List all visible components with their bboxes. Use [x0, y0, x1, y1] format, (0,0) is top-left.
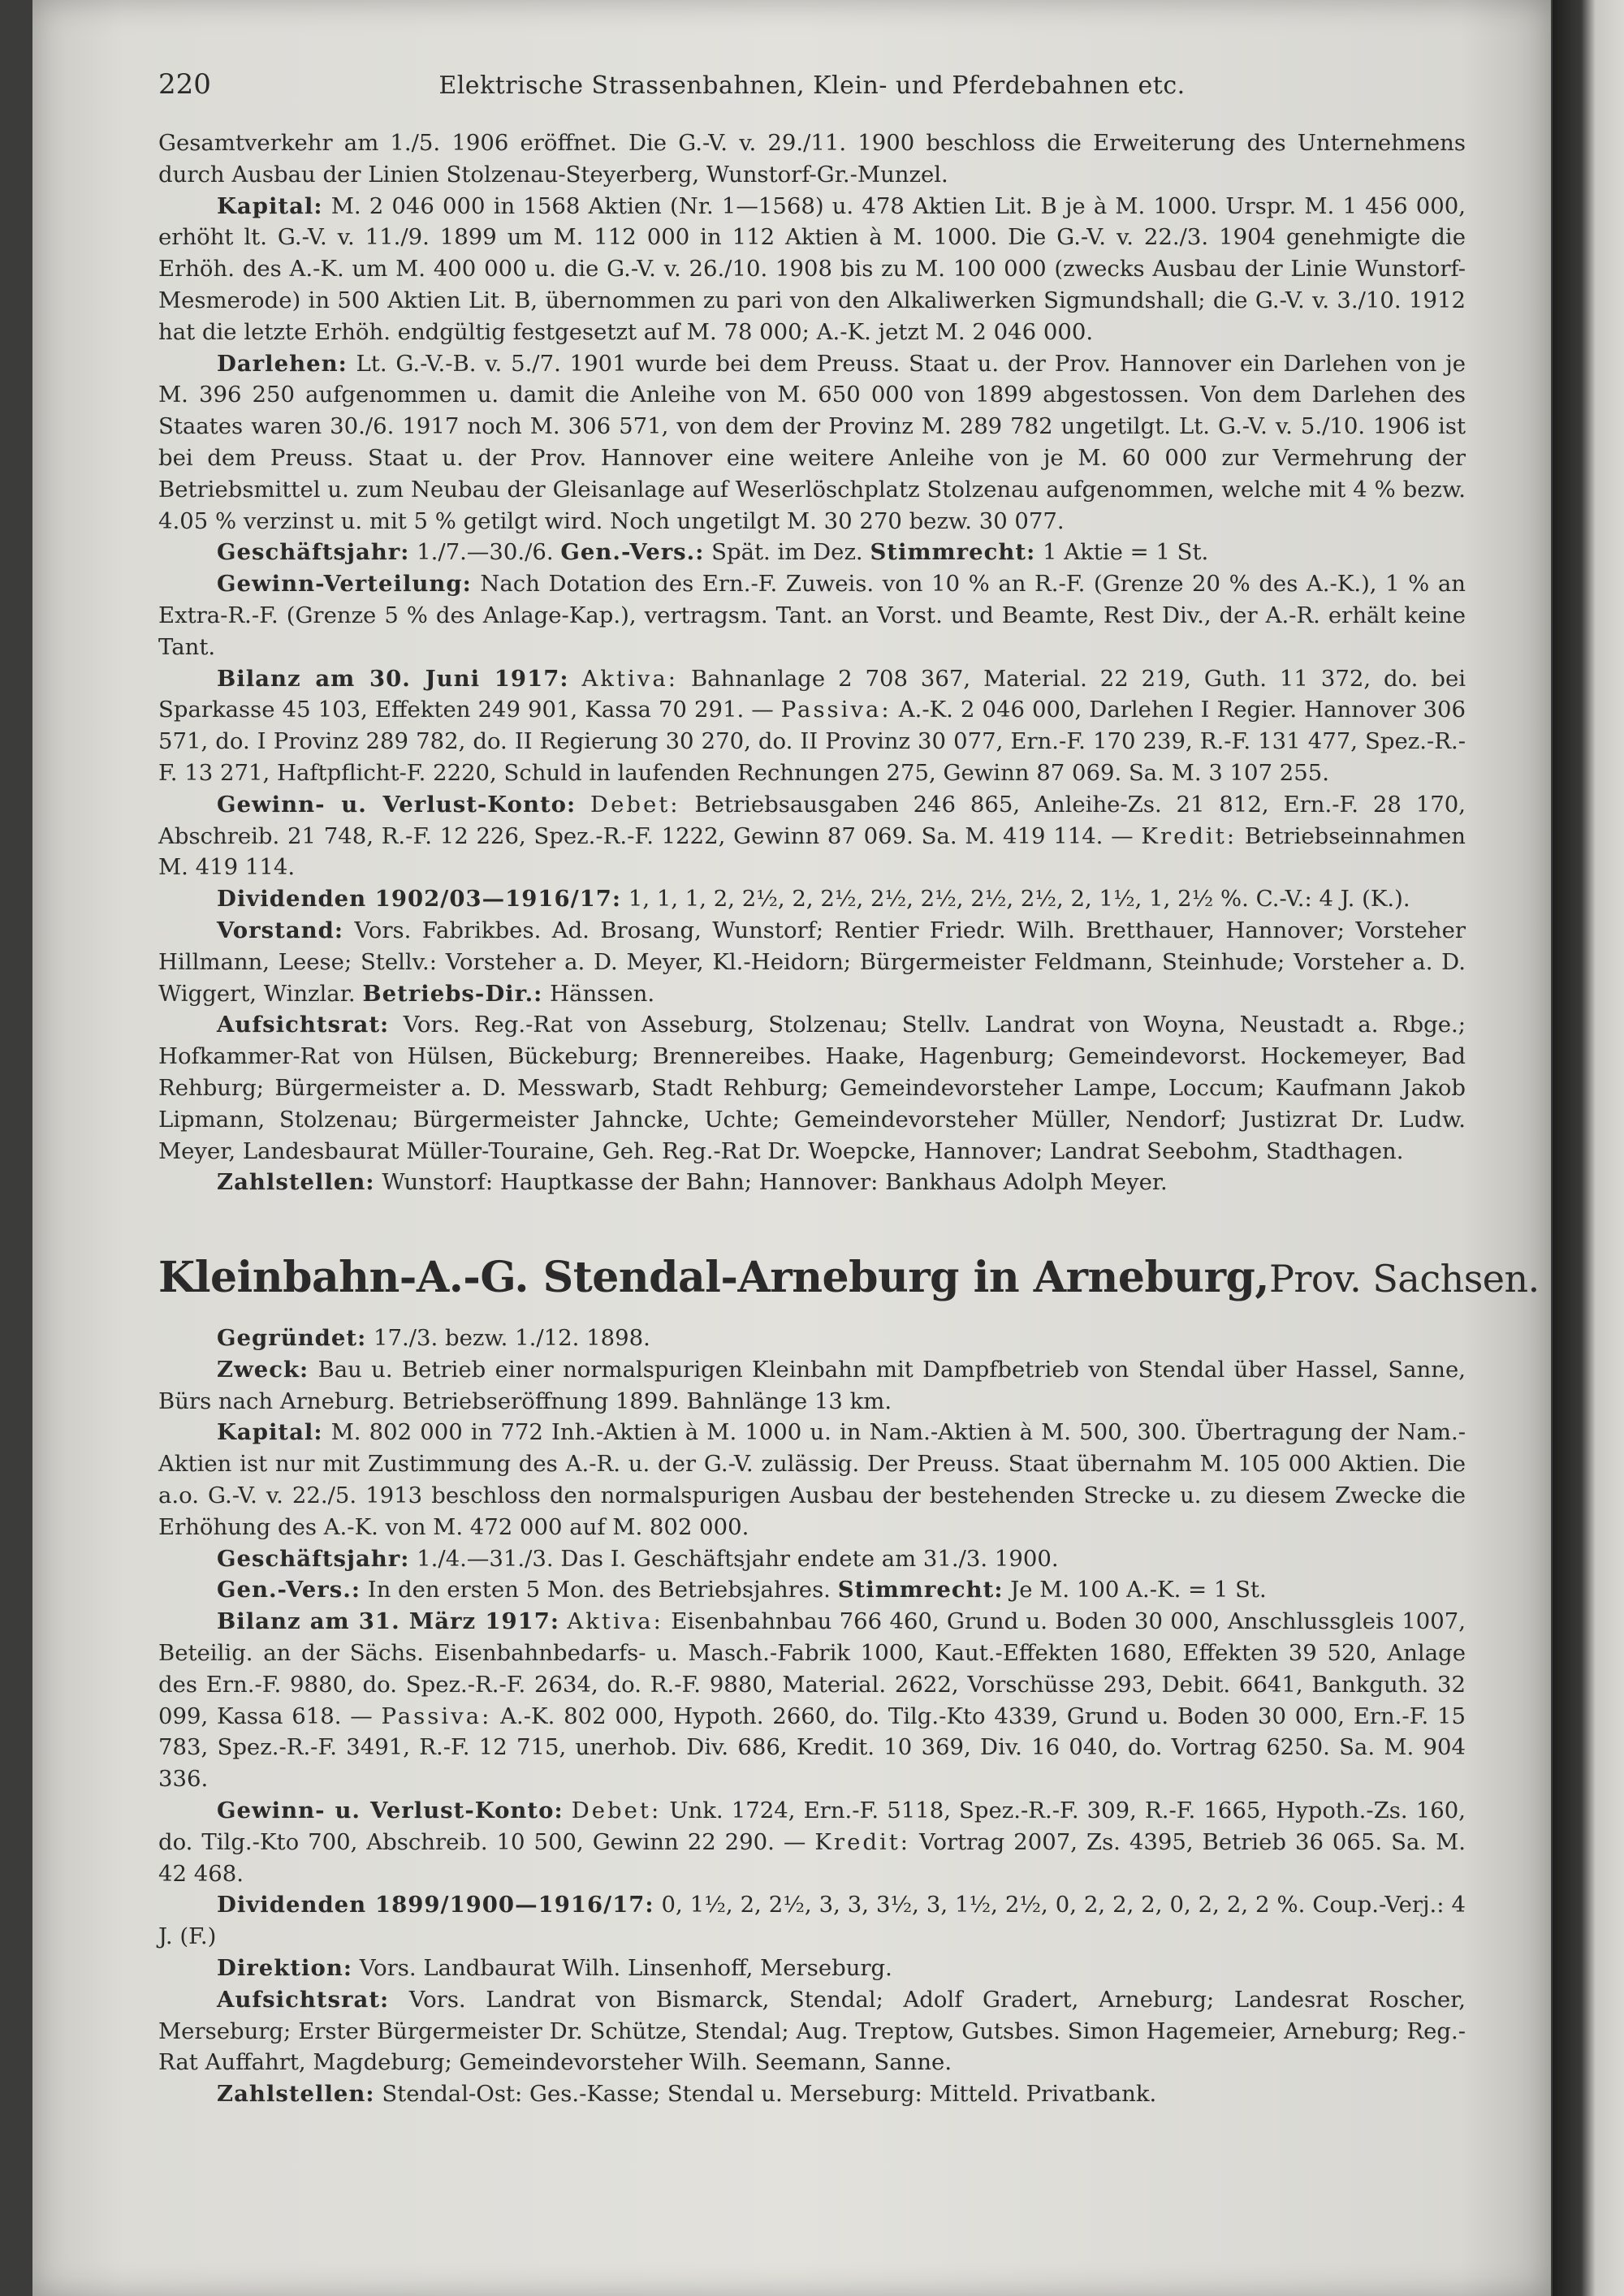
label: Gewinn-Verteilung:	[217, 571, 472, 598]
label: Kredit:	[1141, 822, 1237, 849]
entry1-bilanz	[158, 663, 1466, 789]
label: Aufsichtsrat:	[217, 1012, 390, 1038]
label: Aktiva:	[581, 665, 679, 692]
entry2-guv	[158, 1795, 1466, 1889]
label: Dividenden 1899/1900—1916/17:	[217, 1892, 654, 1918]
label: Kredit:	[814, 1828, 911, 1855]
label: Zahlstellen:	[217, 1169, 375, 1196]
text: A.-K. 2 046 000, Darlehen I Regier. Hannover 306 571, do. I Provinz 289 782, do. II Regierung 30 270, do. II Provinz 30 077, Ern.-F. 170 239, R.-F. 131 477, Spez.-R.-F. 13 271, Haftpflicht-F. 2220, Schuld in laufenden Rechnungen 275, Gewinn 87 069. Sa. M. 3 107 255.	[158, 697, 1466, 786]
text: Vortrag 2007, Zs. 4395, Betrieb 36 065. Sa. M. 42 468.	[158, 1828, 1466, 1887]
text: Unk. 1724, Ern.-F. 5118, Spez.-R.-F. 309, R.-F. 1665, Hypoth.-Zs. 160, do. Tilg.-Kto 700, Abschreib. 10 500, Gewinn 22 290. —	[158, 1798, 1466, 1855]
page-header	[158, 69, 1466, 110]
page-number: 220	[158, 68, 211, 101]
entry2-zahlstellen	[158, 2078, 1466, 2110]
text: Bahnanlage 2 708 367, Material. 22 219, Guth. 11 372, do. bei Sparkasse 45 103, Effekten 249 901, Kassa 70 291. —	[158, 665, 1466, 723]
label: Gegründet:	[217, 1325, 367, 1352]
label: Gewinn- u. Verlust-Konto:	[217, 791, 577, 818]
label: Passiva:	[780, 697, 892, 723]
text: In den ersten 5 Mon. des Betriebsjahres.	[367, 1577, 831, 1603]
entry1-intro: Gesamtverkehr am 1./5. 1906 eröffnet. Die G.-V. v. 29./11. 1900 beschloss die Erweiterung des Unternehmens durch Ausbau der Linien Stolzenau-Steyerberg, Wunstorf-Gr.-Munzel.	[158, 130, 1466, 188]
label: Dividenden 1902/03—1916/17:	[217, 886, 622, 913]
text: M. 2 046 000 in 1568 Aktien (Nr. 1—1568) u. 478 Aktien Lit. B je à M. 1000. Urspr. M. 1 456 000, erhöht lt. G.-V. v. 11./9. 1899 um M. 112 000 in 112 Aktien à M. 1000. Die G.-V. v. 22./3. 1904 genehmigte die Erhöh. des A.-K. um M. 400 000 u. die G.-V. v. 26./10. 1908 bis zu M. 100 000 (zwecks Ausbau der Linie Wunstorf-Mesmerode) in 500 Aktien Lit. B, übernommen zu pari von den Alkaliwerken Sigmundshall; die G.-V. v. 3./10. 1912 hat die letzte Erhöh. endgültig festgesetzt auf M. 78 000; A.-K. jetzt M. 2 046 000.	[158, 192, 1466, 345]
text: Eisenbahnbau 766 460, Grund u. Boden 30 000, Anschlussgleis 1007, Beteilig. an der Sächs. Eisenbahnbedarfs- u. Masch.-Fabrik 1000, Kaut.-Effekten 1680, Effekten 39 520, Anlage des Ern.-F. 9880, do. Spez.-R.-F. 2634, do. R.-F. 9880, Material. 2622, Vorschüsse 293, Debit. 6641, Bankguth. 32 099, Kassa 618. —	[158, 1608, 1466, 1729]
entry1-dividenden	[158, 883, 1466, 915]
text: Vors. Fabrikbes. Ad. Brosang, Wunstorf; Rentier Friedr. Wilh. Bretthauer, Hannover; Vorsteher Hillmann, Leese; Stellv.: Vorsteher a. D. Meyer, Kl.-Heidorn; Bürgermeister Feldmann, Steinhude; Vorsteher a. D. Wiggert, Winzlar.	[158, 917, 1466, 1007]
text: Lt. G.-V.-B. v. 5./7. 1901 wurde bei dem Preuss. Staat u. der Prov. Hannover ein Darlehen von je M. 396 250 aufgenommen u. damit die Anleihe von M. 650 000 von 1899 abgestossen. Von dem Darlehen des Staates waren 30./6. 1917 noch M. 306 571, von dem der Provinz M. 289 782 ungetilgt. Lt. G.-V. v. 5./10. 1906 ist bei dem Preuss. Staat u. der Prov. Hannover eine weitere Anleihe von je M. 60 000 zur Vermehrung der Betriebsmittel u. zum Neubau der Gleisanlage auf Weserlöschplatz Stolzenau aufgenommen, welche mit 4 % bezw. 4.05 % verzinst u. mit 5 % getilgt wird. Noch ungetilgt M. 30 270 bezw. 30 077.	[158, 350, 1466, 534]
label: Kapital:	[217, 192, 323, 219]
entry2-zweck	[158, 1354, 1466, 1418]
title-prov: Prov. Sachsen.	[1268, 1257, 1540, 1301]
label: Aufsichtsrat:	[217, 1986, 390, 2013]
text: 1, 1, 1, 2, 2½, 2, 2½, 2½, 2½, 2½, 2½, 2, 1½, 1, 2½ %. C.-V.: 4 J. (K.).	[628, 886, 1410, 913]
label: Vorstand:	[217, 917, 344, 943]
label: Gen.-Vers.:	[217, 1577, 361, 1603]
entry2-genvers	[158, 1574, 1466, 1606]
label: Debet:	[571, 1798, 662, 1824]
label: Kapital:	[217, 1419, 323, 1446]
label: Geschäftsjahr:	[217, 539, 410, 566]
text: Wunstorf: Hauptkasse der Bahn; Hannover: Bankhaus Adolph Meyer.	[382, 1169, 1168, 1196]
label: Zahlstellen:	[217, 2081, 375, 2108]
text: Vors. Landbaurat Wilh. Linsenhoff, Merseburg.	[359, 1955, 892, 1982]
text: Nach Dotation des Ern.-F. Zuweis. von 10 % an R.-F. (Grenze 20 % des A.-K.), 1 % an Extra-R.-F. (Grenze 5 % des Anlage-Kap.), vertragsm. Tant. an Vorst. und Beamte, Rest Div., der A.-R. erhält keine Tant.	[158, 571, 1466, 660]
scan-edge	[1553, 0, 1624, 2296]
text: 0, 1½, 2, 2½, 3, 3, 3½, 3, 1½, 2½, 0, 2, 2, 2, 0, 2, 2, 2 %. Coup.-Verj.: 4 J. (F.)	[158, 1892, 1466, 1950]
entry1-vorstand	[158, 915, 1466, 1009]
entry1-aufsichtsrat	[158, 1009, 1466, 1167]
text: Bau u. Betrieb einer normalspurigen Kleinbahn mit Dampfbetrieb von Stendal über Hassel, Sanne, Bürs nach Arneburg. Betriebseröffnung 1899. Bahnlänge 13 km.	[158, 1356, 1466, 1414]
text: 1./7.—30./6.	[417, 539, 554, 566]
text: Spät. im Dez.	[711, 539, 863, 566]
text: Je M. 100 A.-K. = 1 St.	[1010, 1577, 1267, 1603]
entry1-kapital	[158, 191, 1466, 348]
entry1-zahlstellen	[158, 1167, 1466, 1198]
entry2-gegruendet	[158, 1323, 1466, 1354]
entry2-kapital	[158, 1417, 1466, 1543]
label: Geschäftsjahr:	[217, 1545, 410, 1572]
title-main: Kleinbahn-A.-G. Stendal-Arneburg in Arneburg,	[158, 1253, 1269, 1303]
label: Aktiva:	[567, 1608, 663, 1635]
text: A.-K. 802 000, Hypoth. 2660, do. Tilg.-Kto 4339, Grund u. Boden 30 000, Ern.-F. 15 783, Spez.-R.-F. 3491, R.-F. 12 715, unerhob. Div. 686, Kredit. 10 369, Div. 16 040, do. Vortrag 6250. Sa. M. 904 336.	[158, 1703, 1466, 1793]
entry1-guv	[158, 789, 1466, 883]
text: Stendal-Ost: Ges.-Kasse; Stendal u. Merseburg: Mitteld. Privatbank.	[382, 2081, 1157, 2108]
entry2-bilanz	[158, 1606, 1466, 1795]
text: 1./4.—31./3. Das I. Geschäftsjahr endete am 31./3. 1900.	[417, 1545, 1059, 1572]
label: Passiva:	[381, 1703, 492, 1729]
text: Vors. Landrat von Bismarck, Stendal; Adolf Gradert, Arneburg; Landesrat Roscher, Merseburg; Erster Bürgermeister Dr. Schütze, Stendal; Aug. Treptow, Gutsbes. Simon Hagemeier, Arneburg; Reg.-Rat Auffahrt, Magdeburg; Gemeindevorsteher Wilh. Seemann, Sanne.	[158, 1986, 1466, 2076]
entry1-gewinnverteilung	[158, 568, 1466, 662]
entry2-title	[158, 1253, 1540, 1303]
page-content	[158, 68, 1540, 2110]
text: Betriebseinnahmen M. 419 114.	[158, 822, 1466, 881]
text: 1 Aktie = 1 St.	[1042, 539, 1209, 566]
entry1-darlehen	[158, 348, 1466, 537]
label: Darlehen:	[217, 350, 348, 377]
label: Debet:	[590, 791, 680, 818]
label: Zweck:	[217, 1356, 309, 1383]
entry2-aufsichtsrat	[158, 1984, 1466, 2078]
label: Bilanz am 31. März 1917:	[217, 1608, 560, 1635]
text: Vors. Reg.-Rat von Asseburg, Stolzenau; Stellv. Landrat von Woyna, Neustadt a. Rbge.; Hofkammer-Rat von Hülsen, Bückeburg; Brennereibes. Haake, Hagenburg; Gemeindevorst. Hockemeyer, Bad Rehburg; Bürgermeister a. D. Messwarb, Stadt Rehburg; Gemeindevorsteher Lampe, Loccum; Kaufmann Jakob Lipmann, Stolzenau; Bürgermeister Jahncke, Uchte; Gemeindevorsteher Müller, Nendorf; Justizrat Dr. Ludw. Meyer, Landesbaurat Müller-Touraine, Geh. Reg.-Rat Dr. Woepcke, Hannover; Landrat Seebohm, Stadthagen.	[158, 1012, 1466, 1164]
text: Betriebsausgaben 246 865, Anleihe-Zs. 21 812, Ern.-F. 28 170, Abschreib. 21 748, R.-F. 12 226, Spez.-R.-F. 1222, Gewinn 87 069. Sa. M. 419 114. —	[158, 791, 1466, 849]
label: Bilanz am 30. Juni 1917:	[217, 665, 569, 692]
running-title: Elektrische Strassenbahnen, Klein- und Pferdebahnen etc.	[438, 71, 1186, 100]
entry2-dividenden	[158, 1889, 1466, 1953]
entry2-geschaeftsjahr	[158, 1543, 1466, 1575]
text: M. 802 000 in 772 Inh.-Aktien à M. 1000 u. in Nam.-Aktien à M. 500, 300. Übertragung der Nam.-Aktien ist nur mit Zustimmung des A.-R. u. der G.-V. zulässig. Der Preuss. Staat übernahm M. 105 000 Aktien. Die a.o. G.-V. v. 22./5. 1913 beschloss den normalspurigen Ausbau der bestehenden Strecke u. zu diesem Zwecke die Erhöhung des A.-K. von M. 472 000 auf M. 802 000.	[158, 1419, 1466, 1540]
label: Gen.-Vers.:	[560, 539, 705, 566]
text: Hänssen.	[550, 980, 655, 1007]
label: Stimmrecht:	[837, 1577, 1004, 1603]
label: Gewinn- u. Verlust-Konto:	[217, 1798, 564, 1824]
entry1-geschaeftsjahr	[158, 537, 1466, 568]
label: Betriebs-Dir.:	[362, 980, 543, 1007]
entry2-direktion	[158, 1953, 1466, 1984]
text: 17./3. bezw. 1./12. 1898.	[374, 1325, 650, 1352]
label: Stimmrecht:	[870, 539, 1036, 566]
label: Direktion:	[217, 1955, 352, 1982]
